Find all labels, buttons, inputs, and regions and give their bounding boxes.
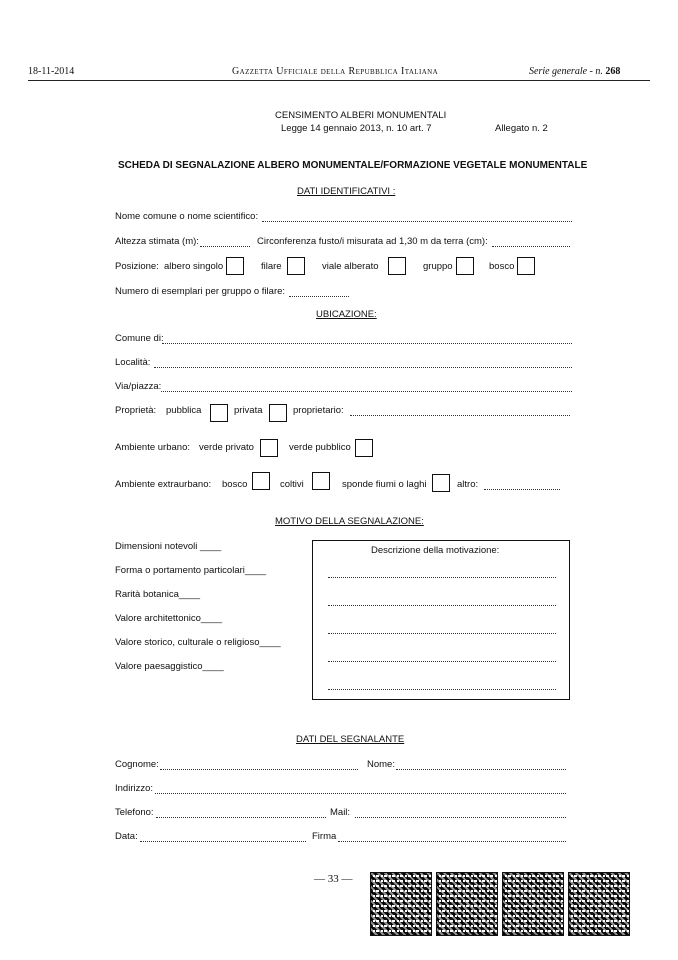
gazette-name: Gazzetta Ufficiale della Repubblica Italiana [232,66,439,77]
phone-label: Telefono: [115,807,154,818]
property-private-checkbox[interactable] [269,404,287,422]
position-group-label: gruppo [423,261,453,272]
extraurban-banks-checkbox[interactable] [432,474,450,492]
position-wood-checkbox[interactable] [517,257,535,275]
owner-field[interactable] [350,415,570,416]
motive-item: Forma o portamento particolari____ [115,565,267,576]
census-title: CENSIMENTO ALBERI MONUMENTALI [275,110,447,121]
scientific-name-field[interactable] [262,221,572,222]
circumference-field[interactable] [492,246,570,247]
position-avenue-label: viale alberato [322,261,379,272]
series-number: 268 [605,66,621,77]
position-group-checkbox[interactable] [456,257,474,275]
signature-label: Firma [312,831,337,842]
urban-public-checkbox[interactable] [355,439,373,457]
phone-field[interactable] [156,817,326,818]
address-label: Indirizzo: [115,783,154,794]
municipality-label: Comune di: [115,333,164,344]
property-label: Proprietà: [115,405,157,416]
description-line[interactable] [328,661,556,662]
datamatrix-code [502,872,564,936]
motive-item: Rarità botanica____ [115,589,201,600]
height-field[interactable] [200,246,250,247]
extraurban-crops-checkbox[interactable] [312,472,330,490]
mail-label: Mail: [330,807,351,818]
urban-private-checkbox[interactable] [260,439,278,457]
description-line[interactable] [328,605,556,606]
annex-number: Allegato n. 2 [495,123,548,134]
property-public-label: pubblica [166,405,202,416]
datamatrix-code [568,872,630,936]
property-private-label: privata [234,405,263,416]
municipality-field[interactable] [162,343,572,344]
header-rule [28,80,650,81]
signature-field[interactable] [338,841,566,842]
mail-field[interactable] [355,817,566,818]
motive-item: Dimensioni notevoli ____ [115,541,222,552]
surname-label: Cognome: [115,759,159,770]
first-name-field[interactable] [396,769,566,770]
motivation-description-box[interactable] [312,540,570,700]
extraurban-banks-label: sponde fiumi o laghi [342,479,427,490]
gazette-series [529,66,620,77]
other-field[interactable] [484,489,560,490]
motive-item: Valore storico, culturale o religioso____ [115,637,281,648]
datamatrix-code [436,872,498,936]
street-field[interactable] [161,391,572,392]
position-avenue-checkbox[interactable] [388,257,406,275]
owner-label: proprietario: [293,405,344,416]
position-wood-label: bosco [489,261,515,272]
surname-field[interactable] [160,769,358,770]
page-number: — 33 — [314,873,353,885]
urban-label: Ambiente urbano: [115,442,190,453]
address-field[interactable] [155,793,566,794]
urban-private-label: verde privato [199,442,254,453]
position-label: Posizione: [115,261,159,272]
motivation-description-title: Descrizione della motivazione: [371,545,500,556]
motive-item: Valore paesaggistico____ [115,661,224,672]
description-line[interactable] [328,689,556,690]
law-reference: Legge 14 gennaio 2013, n. 10 art. 7 [281,123,432,134]
ident-heading: DATI IDENTIFICATIVI : [297,186,396,197]
height-label: Altezza stimata (m): [115,236,199,247]
form-title: SCHEDA DI SEGNALAZIONE ALBERO MONUMENTALE/FORMAZIONE VEGETALE MONUMENTALE [118,160,588,171]
property-public-checkbox[interactable] [210,404,228,422]
extraurban-wood-checkbox[interactable] [252,472,270,490]
locality-label: Località: [115,357,151,368]
specimen-count-label: Numero di esemplari per gruppo o filare: [115,286,286,297]
description-line[interactable] [328,633,556,634]
position-row-checkbox[interactable] [287,257,305,275]
motive-heading: MOTIVO DELLA SEGNALAZIONE: [275,516,424,527]
position-single-label: albero singolo [164,261,224,272]
reporter-heading: DATI DEL SEGNALANTE [296,734,405,745]
scientific-name-label: Nome comune o nome scientifico: [115,211,259,222]
location-heading: UBICAZIONE: [316,309,377,320]
specimen-count-field[interactable] [289,296,349,297]
circumference-label: Circonferenza fusto/i misurata ad 1,30 m da terra (cm): [257,236,488,247]
extraurban-label: Ambiente extraurbano: [115,479,212,490]
position-row-label: filare [261,261,282,272]
extraurban-crops-label: coltivi [280,479,304,490]
datamatrix-code [370,872,432,936]
street-label: Via/piazza: [115,381,162,392]
position-single-checkbox[interactable] [226,257,244,275]
locality-field[interactable] [154,367,572,368]
description-line[interactable] [328,577,556,578]
urban-public-label: verde pubblico [289,442,351,453]
gazette-date: 18-11-2014 [28,66,75,77]
extraurban-wood-label: bosco [222,479,248,490]
motive-item: Valore architettonico____ [115,613,223,624]
first-name-label: Nome: [367,759,395,770]
date-label: Data: [115,831,138,842]
other-label: altro: [457,479,479,490]
date-field[interactable] [140,841,306,842]
series-label: Serie generale - n. [529,66,603,77]
